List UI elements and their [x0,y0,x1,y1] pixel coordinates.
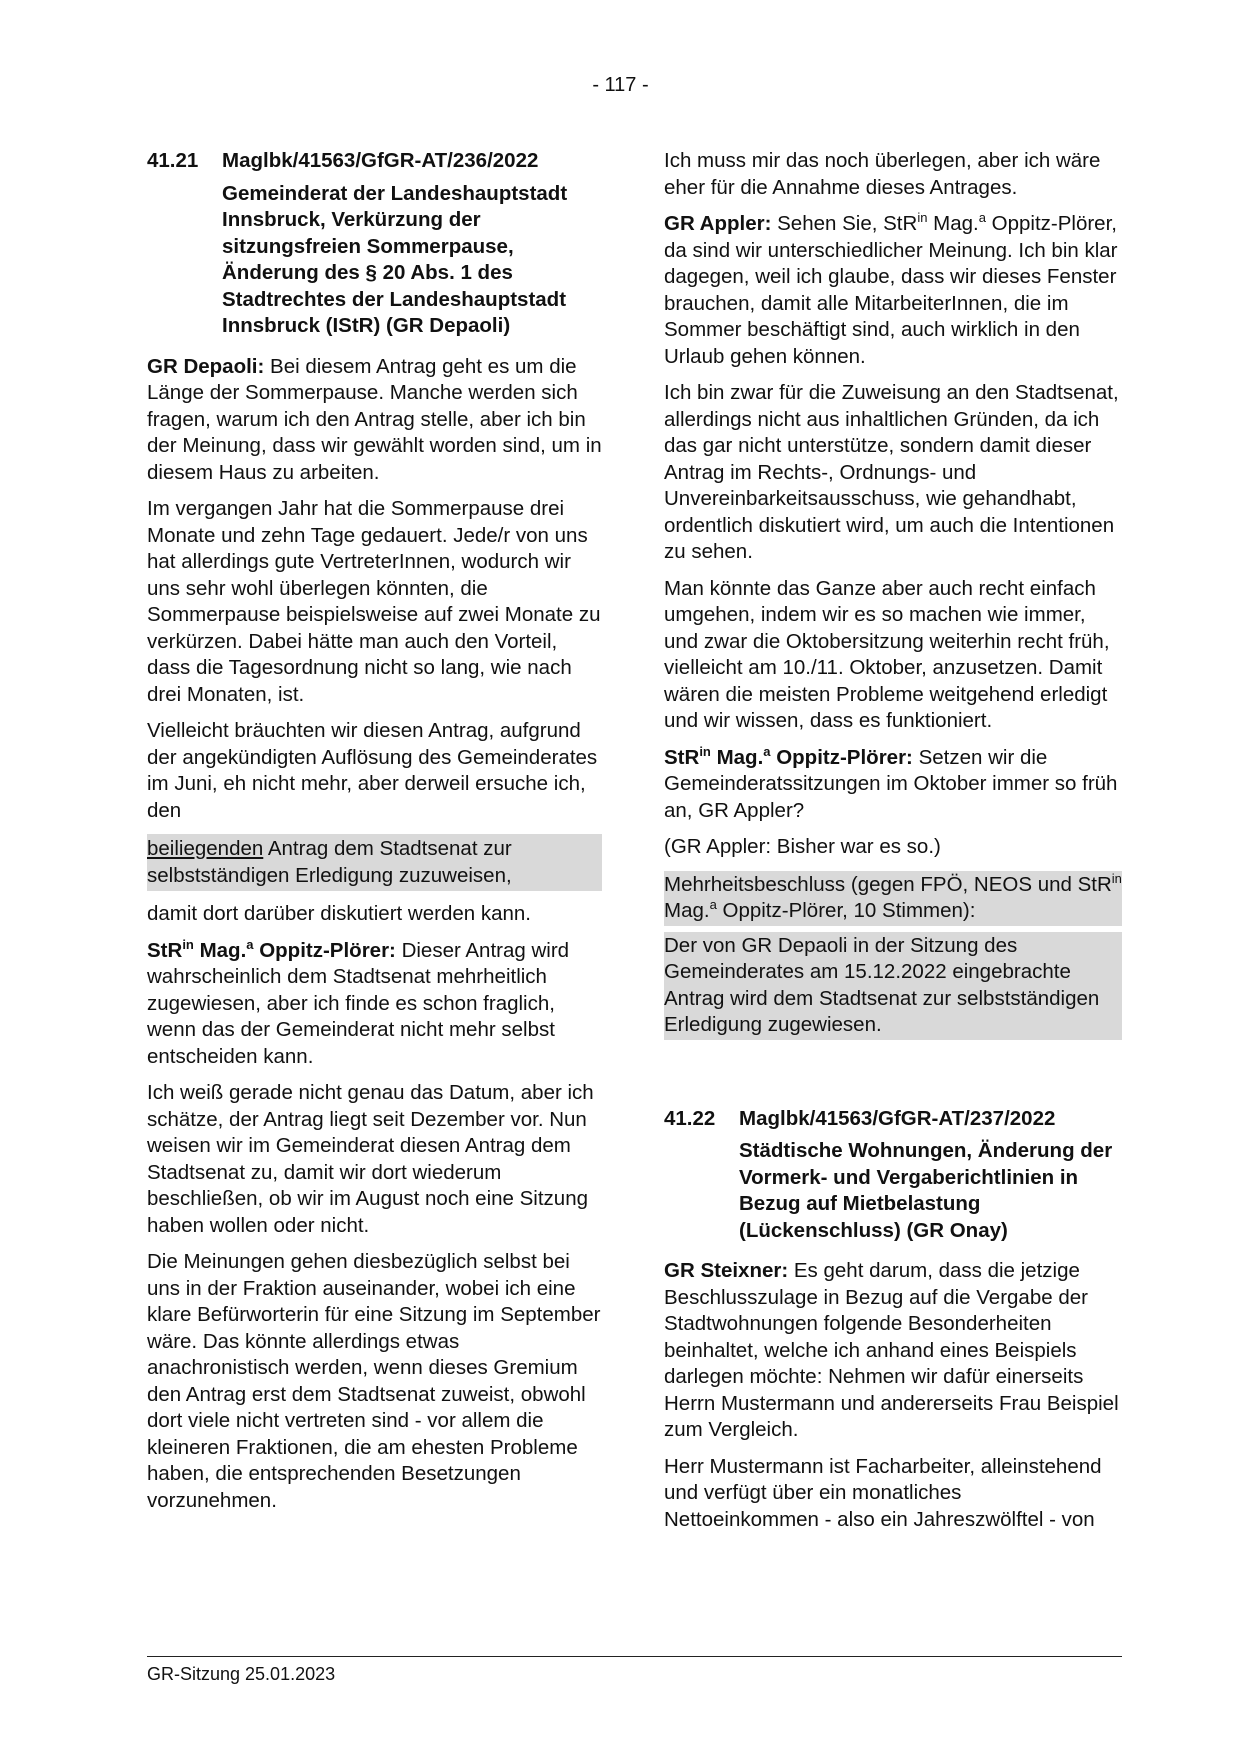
underlined-word: beiliegenden [147,837,264,860]
speaker-label: GR Depaoli: [147,354,265,378]
agenda-item-reference: Maglbk/41563/GfGR-AT/237/2022 [739,1106,1056,1130]
agenda-item-heading [664,1106,1122,1133]
paragraph: damit dort darüber diskutiert werden kann. [147,902,532,925]
motion-text: Antrag dem Stadtsenat zur selbstständigen Erledigung zuzuweisen, [147,837,512,887]
paragraph-text: Es geht darum, dass die jetzige Beschlusszulage in Bezug auf die Vergabe der Stadtwohnungen folgende Besonderheiten beinhaltet, welche ich anhand eines Beispiels darlegen möchte: Nehmen wir dafür einerseits Herrn Mustermann und andererseits Frau Beispiel zum Vergleich. [664,1259,1119,1441]
resolution-text: Der von GR Depaoli in der Sitzung des Gemeinderates am 15.12.2022 eingebrachte Antrag wird dem Stadtsenat zur selbstständigen Erledigung zugewiesen. [664,932,1122,1040]
paragraph: Ich bin zwar für die Zuweisung an den Stadtsenat, allerdings nicht aus inhaltlichen Gründen, da ich das gar nicht unterstütze, sondern damit dieser Antrag im Rechts-, Ordnungs- und Unvereinbarkeitsausschuss, wie gehandhabt, ordentlich diskutiert wird, um auch die Intentionen zu sehen. [664,381,1119,563]
paragraph: Man könnte das Ganze aber auch recht einfach umgehen, indem wir es so machen wie immer, und zwar die Oktobersitzung weiterhin recht früh, vielleicht am 10./11. Oktober, anzusetzen. Damit wären die meisten Probleme weitgehend erledigt und wir wissen, dass es funktioniert. [664,576,1110,732]
agenda-item-heading [147,148,602,175]
paragraph: Ich muss mir das noch überlegen, aber ich wäre eher für die Annahme dieses Antrages. [664,149,1101,199]
speaker-label: GR Steixner: [664,1259,789,1282]
vote-result: Mehrheitsbeschluss (gegen FPÖ, NEOS und StR$^{in}$ Mag.$^a$ Oppitz-Plörer, 10 Stimmen): [664,871,1122,926]
agenda-item-number: 41.21 [147,149,199,172]
right-column [664,148,1122,1543]
agenda-item-reference: Maglbk/41563/GfGR-AT/236/2022 [222,149,539,172]
speaker-label: StR$^{in}$ Mag.$^a$ Oppitz-Plörer: [147,936,396,962]
paragraph [147,938,602,1071]
resolution-highlight [664,871,1122,1040]
motion-highlight [147,834,602,891]
paragraph: Im vergangen Jahr hat die Sommerpause drei Monate und zehn Tage gedauert. Jede/r von uns hat allerdings gute VertreterInnen, wodurch wir uns sehr wohl überlegen könnten, die Sommerpause beispielsweise auf zwei Monate zu verkürzen. Dabei hätte man auch den Vorteil, dass die Tagesordnung nicht so lang, wie nach drei Monaten, ist. [147,497,601,706]
footer-session-date: GR-Sitzung 25.01.2023 [147,1664,336,1684]
paragraph-text: Setzen wir die Gemeinderatssitzungen im Oktober immer so früh an, GR Appler? [664,745,1118,822]
speaker-label: StR$^{in}$ Mag.$^a$ Oppitz-Plörer: [664,743,913,769]
paragraph: Herr Mustermann ist Facharbeiter, alleinstehend und verfügt über ein monatliches Nettoeinkommen - also ein Jahreszwölftel - von [664,1454,1102,1531]
agenda-item-number: 41.22 [664,1106,716,1130]
paragraph-text: Bei diesem Antrag geht es um die Länge der Sommerpause. Manche werden sich fragen, warum ich den Antrag stelle, aber ich bin der Meinung, dass wir gewählt worden sind, um in diesem Haus zu arbeiten. [147,354,602,484]
paragraph-text: Sehen Sie, StR$^{in}$ Mag.$^a$ Oppitz-Plörer, da sind wir unterschiedlicher Meinung. Ich bin klar dagegen, weil ich glaube, dass wir dieses Fenster brauchen, damit alle MitarbeiterInnen, die im Sommer beschäftigt sind, auch wirklich in den Urlaub gehen können. [664,210,1118,368]
agenda-item-title: Städtische Wohnungen, Änderung der Vormerk- und Vergaberichtlinien in Bezug auf Mietbelastung (Lückenschluss) (GR Onay) [739,1139,1113,1242]
agenda-item-title: Gemeinderat der Landeshauptstadt Innsbruck, Verkürzung der sitzungsfreien Sommerpause, Änderung des § 20 Abs. 1 des Stadtrechtes der Landeshauptstadt Innsbruck (IStR) (GR Depaoli) [222,181,568,337]
paragraph [664,745,1122,825]
paragraph [147,354,602,487]
paragraph: Die Meinungen gehen diesbezüglich selbst bei uns in der Fraktion auseinander, wobei ich eine klare Befürworterin für eine Sitzung im September wäre. Das könnte allerdings etwas anachronistisch werden, wenn dieses Gremium den Antrag erst dem Stadtsenat zuweist, obwohl dort viele nicht vertreten sind - vor allem die kleineren Fraktionen, die am ehesten Probleme haben, die entsprechenden Besetzungen vorzunehmen. [147,1250,601,1512]
paragraph [664,1258,1122,1444]
left-column [147,148,602,1524]
paragraph [664,211,1122,370]
page-number: - 117 - [592,74,649,96]
footer-divider [147,1656,1122,1657]
paragraph: Ich weiß gerade nicht genau das Datum, aber ich schätze, der Antrag liegt seit Dezember vor. Nun weisen wir im Gemeinderat diesen Antrag dem Stadtsenat zu, damit wir dort wiederum beschließen, ob wir im August noch eine Sitzung haben wollen oder nicht. [147,1081,594,1237]
paragraph: Vielleicht bräuchten wir diesen Antrag, aufgrund der angekündigten Auflösung des Gemeinderates im Juni, eh nicht mehr, aber derweil ersuche ich, den [147,719,598,822]
paragraph-text: Dieser Antrag wird wahrscheinlich dem Stadtsenat mehrheitlich zugewiesen, aber ich finde es schon fraglich, wenn das der Gemeinderat nicht mehr selbst entscheiden kann. [147,938,570,1068]
paragraph: (GR Appler: Bisher war es so.) [664,835,941,858]
speaker-label: GR Appler: [664,212,772,235]
